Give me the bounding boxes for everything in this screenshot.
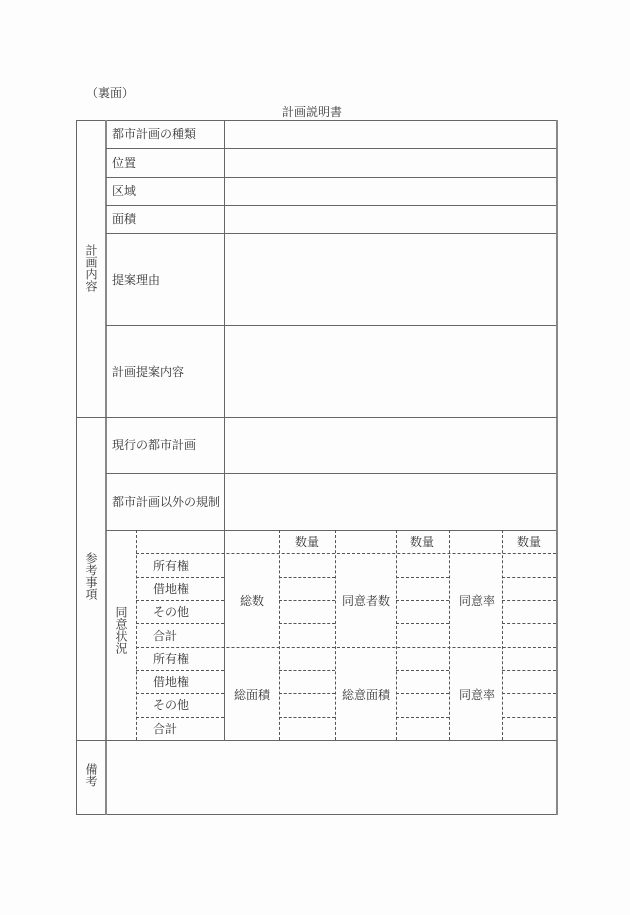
dash-row — [502, 717, 556, 718]
field-current-plan[interactable] — [226, 419, 554, 472]
dash-row — [136, 577, 224, 578]
row-type-ownership: 所有権 — [153, 559, 190, 573]
label-current-plan: 現行の都市計画 — [112, 438, 197, 452]
section-divider — [76, 740, 557, 741]
quantity-header-2: 数量 — [410, 535, 435, 549]
dash-row — [136, 717, 224, 718]
frame-right — [556, 120, 558, 815]
col-line — [335, 530, 336, 740]
label-area-size: 面積 — [112, 212, 137, 226]
field-other-regulations[interactable] — [226, 475, 554, 529]
dash-row — [396, 670, 449, 671]
field-area-size[interactable] — [226, 207, 554, 232]
row-line — [106, 233, 556, 234]
label-location: 位置 — [112, 156, 137, 170]
row-type-ownership: 所有権 — [153, 652, 190, 666]
dash-row — [279, 717, 335, 718]
dash-row — [502, 693, 556, 694]
dash-row — [502, 577, 556, 578]
section-label-plan: 計画内容 — [84, 244, 98, 292]
row-line — [106, 148, 556, 149]
area-consent-rate-label: 同意率 — [459, 688, 496, 702]
row-type-other: その他 — [153, 698, 190, 712]
dash-row — [279, 670, 335, 671]
quantity-header-3: 数量 — [517, 535, 542, 549]
label-area-zone: 区域 — [112, 184, 137, 198]
frame-left — [76, 120, 77, 815]
dash-row — [279, 623, 335, 624]
total-area-label: 総面積 — [234, 688, 271, 702]
dash-row — [502, 623, 556, 624]
field-remarks[interactable] — [108, 742, 554, 813]
dash-row — [396, 717, 449, 718]
section-divider — [76, 417, 557, 418]
dash-row — [136, 600, 224, 601]
label-proposal-content: 計画提案内容 — [112, 365, 185, 379]
dash-row — [502, 600, 556, 601]
label-proposal-reason: 提案理由 — [112, 273, 161, 287]
dash-row — [136, 693, 224, 694]
frame-bottom — [76, 814, 557, 815]
consent-rate-label: 同意率 — [459, 594, 496, 608]
plan-label-divider — [224, 120, 225, 417]
row-type-other: その他 — [153, 605, 190, 619]
consenters-count-label: 同意者数 — [342, 594, 391, 608]
dash-row — [502, 670, 556, 671]
label-other-regulations: 都市計画以外の規制 — [112, 495, 221, 509]
section-label-reference: 参考事項 — [84, 552, 98, 600]
frame-top — [76, 120, 557, 121]
consent-sub-divider — [136, 530, 137, 740]
col-line — [502, 530, 503, 740]
reference-label-divider — [224, 417, 225, 740]
row-line — [106, 473, 556, 474]
consent-status-label: 同意状況 — [114, 606, 128, 654]
label-plan-type: 都市計画の種類 — [112, 127, 197, 141]
section-label-divider — [105, 120, 107, 815]
quantity-header-1: 数量 — [295, 535, 320, 549]
row-type-total: 合計 — [153, 722, 178, 736]
dash-row — [279, 600, 335, 601]
dash-row — [136, 553, 556, 554]
row-line — [106, 205, 556, 206]
row-line — [106, 177, 556, 178]
dash-row — [396, 577, 449, 578]
dash-row — [396, 623, 449, 624]
dash-row — [136, 647, 556, 648]
total-count-label: 総数 — [240, 594, 265, 608]
document-title: 計画説明書 — [282, 105, 343, 119]
dash-row — [279, 577, 335, 578]
col-line — [279, 530, 280, 740]
field-area-zone[interactable] — [226, 179, 554, 204]
field-plan-type[interactable] — [226, 122, 554, 147]
col-line — [396, 530, 397, 740]
consent-area-label: 総意面積 — [342, 688, 391, 702]
row-type-leasehold: 借地権 — [153, 582, 190, 596]
dash-row — [279, 693, 335, 694]
col-line — [449, 530, 450, 740]
dash-row — [396, 600, 449, 601]
row-type-total: 合計 — [153, 629, 178, 643]
row-line — [106, 530, 556, 531]
field-location[interactable] — [226, 150, 554, 176]
dash-row — [136, 670, 224, 671]
dash-row — [396, 693, 449, 694]
field-proposal-content[interactable] — [226, 327, 554, 416]
side-label: （裏面） — [86, 86, 135, 100]
dash-row — [136, 623, 224, 624]
section-label-remarks: 備考 — [84, 763, 98, 787]
field-proposal-reason[interactable] — [226, 235, 554, 324]
row-type-leasehold: 借地権 — [153, 675, 190, 689]
row-line — [106, 325, 556, 326]
